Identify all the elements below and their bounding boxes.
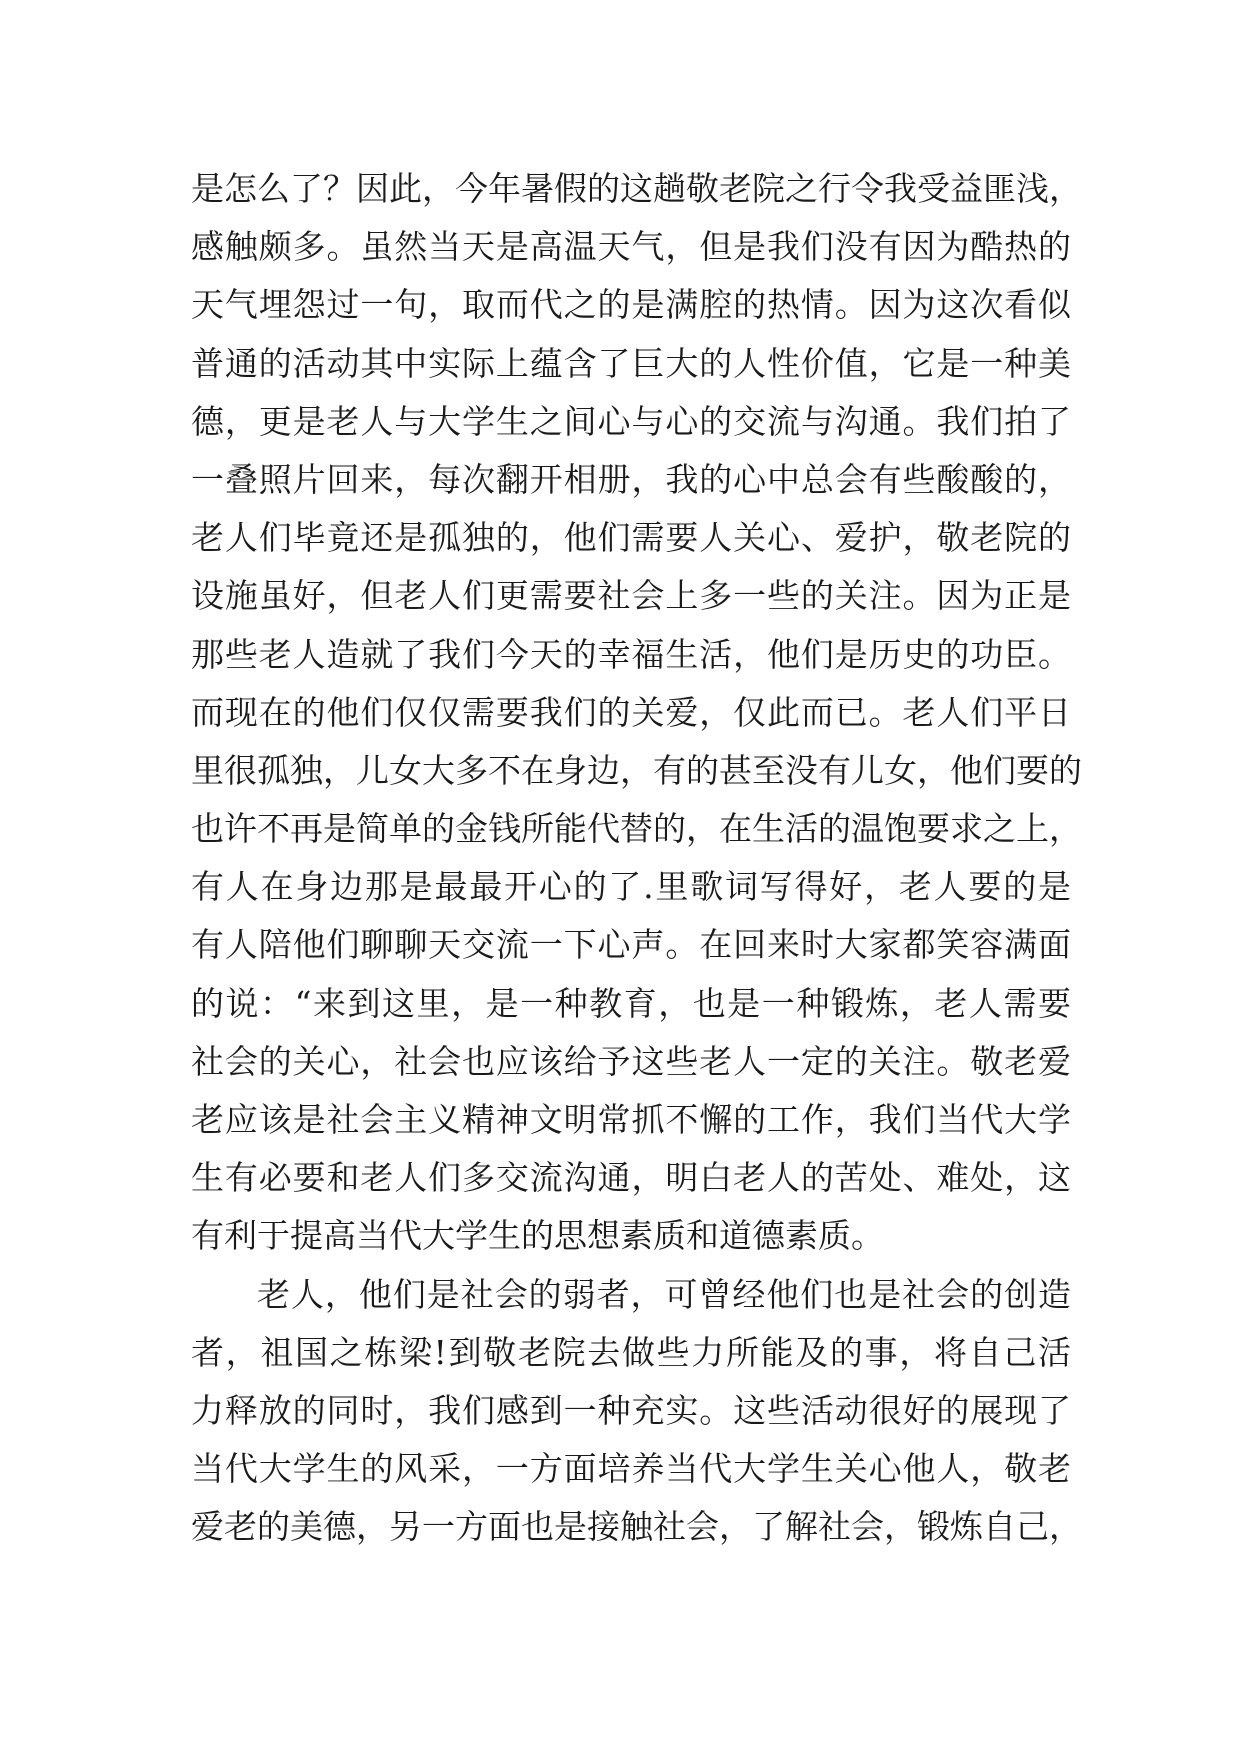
text-line: 老人，他们是社会的弱者，可曾经他们也是社会的创造 xyxy=(257,1274,1071,1314)
text-line: 也许不再是简单的金钱所能代替的，在生活的温饱要求之上， xyxy=(191,809,1082,849)
text-line: 一叠照片回来，每次翻开相册，我的心中总会有些酸酸的， xyxy=(191,459,1071,499)
paragraph-1 xyxy=(191,160,1082,1266)
text-line: 者，祖国之栋梁!到敬老院去做些力所能及的事，将自己活 xyxy=(191,1332,1071,1372)
text-line: 里很孤独，儿女大多不在身边，有的甚至没有儿女，他们要的 xyxy=(191,750,1082,790)
text-line: 德，更是老人与大学生之间心与心的交流与沟通。我们拍了 xyxy=(191,401,1071,441)
text-line: 是怎么了？因此，今年暑假的这趟敬老院之行令我受益匪浅， xyxy=(191,169,1082,208)
text-line: 普通的活动其中实际上蕴含了巨大的人性价值，它是一种美 xyxy=(191,343,1071,383)
text-line: 生有必要和老人们多交流沟通，明白老人的苦处、难处，这 xyxy=(191,1158,1071,1198)
text-line: 社会的关心，社会也应该给予这些老人一定的关注。敬老爱 xyxy=(191,1041,1071,1081)
text-line: 天气埋怨过一句，取而代之的是满腔的热情。因为这次看似 xyxy=(191,285,1071,325)
text-line: 有人在身边那是最最开心的了.里歌词写得好，老人要的是 xyxy=(191,867,1071,907)
paragraph-2 xyxy=(191,1266,1082,1557)
text-line: 力释放的同时，我们感到一种充实。这些活动很好的展现了 xyxy=(191,1390,1071,1430)
text-line: 而现在的他们仅仅需要我们的关爱，仅此而已。老人们平日 xyxy=(191,692,1071,732)
text-line: 老应该是社会主义精神文明常抓不懈的工作，我们当代大学 xyxy=(191,1100,1071,1139)
text-line: 感触颇多。虽然当天是高温天气，但是我们没有因为酷热的 xyxy=(191,227,1071,267)
text-line: 当代大学生的风采，一方面培养当代大学生关心他人，敬老 xyxy=(191,1449,1071,1489)
text-line: 爱老的美德，另一方面也是接触社会，了解社会，锻炼自己， xyxy=(191,1507,1082,1547)
text-line: 的说：“来到这里，是一种教育，也是一种锻炼，老人需要 xyxy=(191,983,1071,1023)
body-text xyxy=(191,160,1082,1557)
text-line: 有人陪他们聊聊天交流一下心声。在回来时大家都笑容满面 xyxy=(191,925,1071,965)
text-line: 老人们毕竟还是孤独的，他们需要人关心、爱护，敬老院的 xyxy=(191,518,1071,558)
text-line: 有利于提高当代大学生的思想素质和道德素质。 xyxy=(191,1216,884,1256)
text-line: 那些老人造就了我们今天的幸福生活，他们是历史的功臣。 xyxy=(191,634,1071,674)
text-line: 设施虽好，但老人们更需要社会上多一些的关注。因为正是 xyxy=(191,576,1071,616)
